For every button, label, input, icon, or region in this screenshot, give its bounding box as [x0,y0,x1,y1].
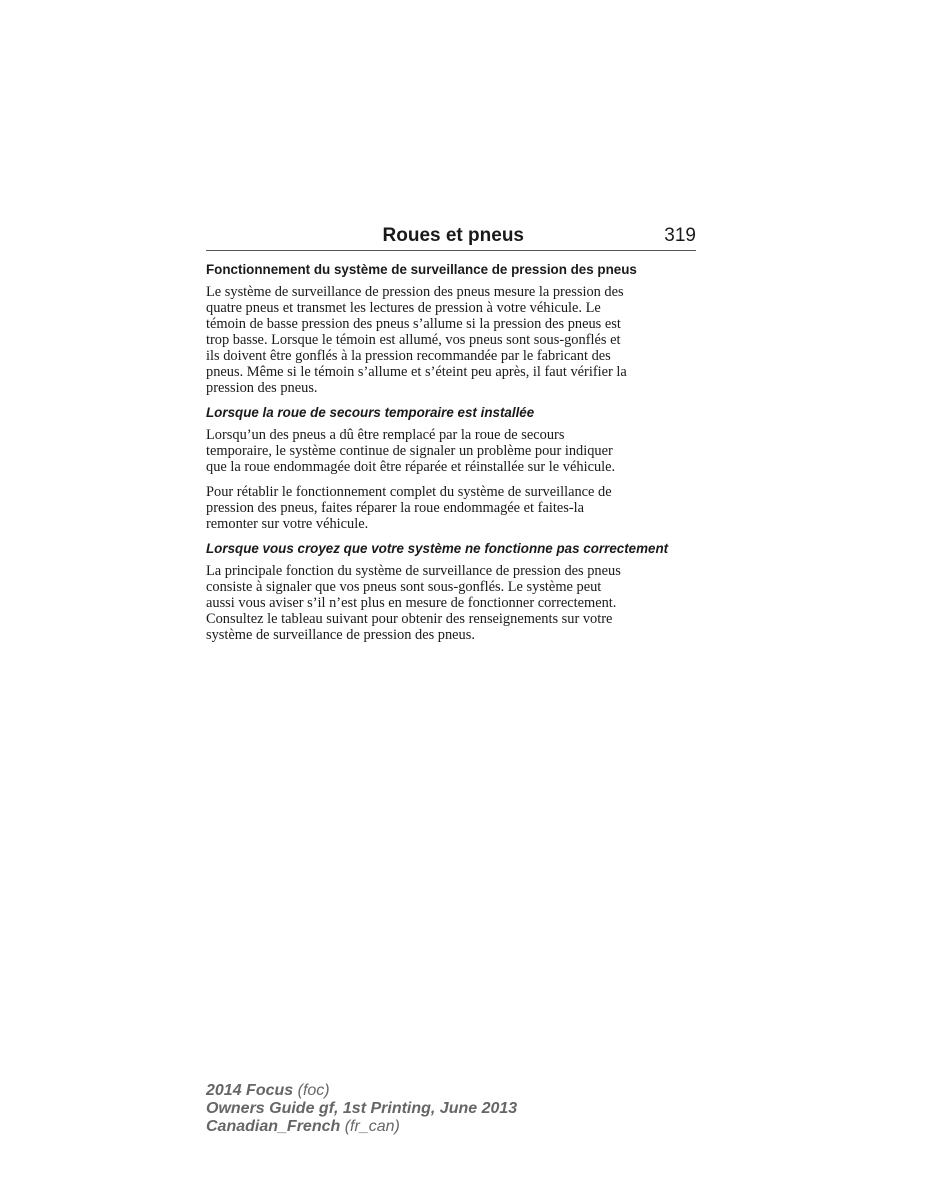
page-number: 319 [664,225,696,246]
footer-language-code: (fr_can) [344,1118,400,1135]
footer-line-language [206,1118,517,1136]
footer-line-model [206,1082,517,1100]
chapter-title: Roues et pneus [382,225,524,246]
page-header [206,224,696,251]
main-content [206,262,698,652]
footer-language: Canadian_French [206,1118,341,1135]
paragraph: Le système de surveillance de pression des pneus mesure la pression des quatre pneus et transmet les lectures de pression à votre véhicule. Le témoin de basse pression des pneus s’allume si la pression des pneus est trop basse. Lorsque le témoin est allumé, vos pneus sont sous-gonflés et ils doivent être gonflés à la pression recommandée par le fabricant des pneus. Même si le témoin s’allume et s’éteint peu après, il faut vérifier la pression des pneus. [206,284,627,396]
section-heading: Fonctionnement du système de surveillance de pression des pneus [206,262,637,277]
paragraph: La principale fonction du système de surveillance de pression des pneus consiste à signaler que vos pneus sont sous-gonflés. Le système peut aussi vous aviser s’il n’est plus en mesure de fonctionner correctement. Consultez le tableau suivant pour obtenir des renseignements sur votre système de surveillance de pression des pneus. [206,563,621,643]
section-heading: Lorsque vous croyez que votre système ne fonctionne pas correctement [206,541,669,556]
footer-model: 2014 Focus [206,1082,294,1099]
section-spare-wheel [206,405,698,532]
paragraph: Pour rétablir le fonctionnement complet du système de surveillance de pression des pneus, faites réparer la roue endommagée et faites-la remonter sur votre véhicule. [206,484,612,532]
page-footer [206,1082,517,1136]
footer-model-code: (foc) [297,1082,330,1099]
footer-printing: Owners Guide gf, 1st Printing, June 2013 [206,1100,518,1117]
section-system-malfunction [206,541,698,643]
paragraph: Lorsqu’un des pneus a dû être remplacé par la roue de secours temporaire, le système continue de signaler un problème pour indiquer que la roue endommagée doit être réparée et réinstallée sur le véhicule. [206,427,616,475]
section-heading: Lorsque la roue de secours temporaire est installée [206,405,535,420]
section-tpms-operation [206,262,698,396]
